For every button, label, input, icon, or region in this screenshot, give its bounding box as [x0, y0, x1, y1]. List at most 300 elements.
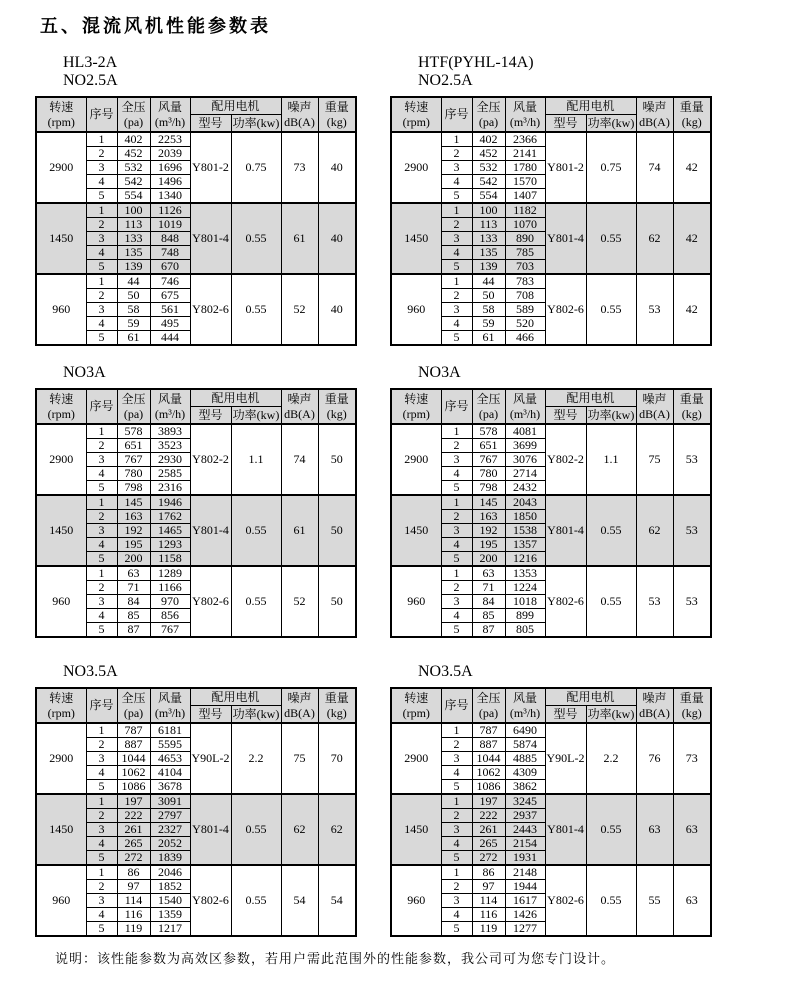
cell-motor-model: Y802-6: [190, 865, 231, 936]
cell-noise: 75: [636, 424, 673, 495]
cell-flow: 466: [505, 331, 545, 346]
cell-noise: 52: [281, 566, 318, 637]
cell-flow: 4309: [505, 766, 545, 780]
cell-pressure: 133: [117, 232, 150, 246]
cell-pressure: 554: [117, 189, 150, 204]
cell-serial: 3: [86, 595, 117, 609]
cell-noise: 62: [636, 495, 673, 566]
cell-pressure: 58: [472, 303, 505, 317]
cell-flow: 703: [505, 260, 545, 275]
cell-flow: 2930: [150, 453, 190, 467]
rpm-block-960: [36, 865, 356, 936]
cell-pressure: 578: [472, 424, 505, 439]
cell-pressure: 192: [117, 524, 150, 538]
cell-motor-model: Y801-4: [545, 794, 586, 865]
cell-serial: 2: [441, 218, 472, 232]
cell-serial: 4: [86, 837, 117, 851]
flow-label: 风量: [512, 690, 537, 705]
cell-power: 0.55: [231, 203, 281, 274]
cell-pressure: 114: [117, 894, 150, 908]
cell-flow: 1852: [150, 880, 190, 894]
cell-motor-model: Y802-6: [190, 566, 231, 637]
col-header-weight: [318, 97, 356, 132]
performance-table: [390, 388, 712, 638]
cell-power: 0.55: [586, 566, 636, 637]
cell-rpm: 1450: [391, 203, 441, 274]
cell-weight: 42: [673, 132, 711, 203]
col-header-weight: [673, 688, 711, 723]
cell-serial: 4: [86, 908, 117, 922]
cell-serial: 4: [86, 175, 117, 189]
cell-flow: 2443: [505, 823, 545, 837]
noise-unit: dB(A): [639, 406, 670, 421]
fan-table-section: [390, 54, 712, 346]
cell-pressure: 787: [117, 723, 150, 738]
cell-pressure: 265: [117, 837, 150, 851]
cell-serial: 3: [441, 595, 472, 609]
cell-serial: 5: [86, 260, 117, 275]
cell-serial: 1: [86, 132, 117, 147]
rpm-block-1450: [36, 203, 356, 274]
cell-flow: 1944: [505, 880, 545, 894]
cell-serial: 4: [86, 766, 117, 780]
cell-flow: 2253: [150, 132, 190, 147]
cell-flow: 1426: [505, 908, 545, 922]
rpm-block-1450: [391, 794, 711, 865]
cell-noise: 61: [281, 203, 318, 274]
cell-noise: 75: [281, 723, 318, 794]
speed-label: 转速: [49, 690, 74, 705]
noise-label: 噪声: [287, 690, 312, 705]
cell-serial: 2: [441, 880, 472, 894]
cell-flow: 1762: [150, 510, 190, 524]
cell-serial: 3: [441, 894, 472, 908]
cell-weight: 53: [673, 424, 711, 495]
cell-pressure: 114: [472, 894, 505, 908]
cell-pressure: 1062: [117, 766, 150, 780]
cell-pressure: 452: [117, 147, 150, 161]
cell-serial: 2: [86, 147, 117, 161]
table-row: [391, 723, 711, 738]
cell-pressure: 139: [117, 260, 150, 275]
cell-serial: 2: [86, 581, 117, 595]
cell-rpm: 2900: [391, 424, 441, 495]
col-header-motor-model: 型号: [190, 706, 231, 724]
cell-pressure: 163: [117, 510, 150, 524]
cell-weight: 40: [318, 274, 356, 345]
cell-serial: 1: [86, 723, 117, 738]
cell-motor-model: Y801-4: [545, 495, 586, 566]
cell-pressure: 44: [472, 274, 505, 289]
flow-unit: (m³/h): [509, 406, 541, 421]
table-row: [391, 274, 711, 289]
cell-serial: 3: [441, 161, 472, 175]
cell-pressure: 1044: [472, 752, 505, 766]
cell-weight: 50: [318, 566, 356, 637]
cell-flow: 2432: [505, 481, 545, 496]
col-header-weight: [673, 389, 711, 424]
speed-unit: (rpm): [402, 114, 430, 129]
cell-flow: 5595: [150, 738, 190, 752]
cell-pressure: 887: [117, 738, 150, 752]
cell-flow: 785: [505, 246, 545, 260]
cell-noise: 53: [636, 274, 673, 345]
col-header-noise: [281, 97, 318, 132]
col-header-weight: [673, 97, 711, 132]
cell-serial: 5: [441, 331, 472, 346]
cell-flow: 6490: [505, 723, 545, 738]
pressure-unit: (pa): [123, 406, 144, 421]
model-label: NO3.5A: [63, 663, 118, 680]
weight-unit: (kg): [326, 114, 347, 129]
cell-flow: 6181: [150, 723, 190, 738]
cell-flow: 2052: [150, 837, 190, 851]
cell-pressure: 651: [472, 439, 505, 453]
cell-flow: 1617: [505, 894, 545, 908]
cell-serial: 5: [86, 780, 117, 795]
col-header-speed: [36, 389, 86, 424]
col-header-flow: [505, 688, 545, 723]
cell-pressure: 578: [117, 424, 150, 439]
cell-serial: 2: [441, 510, 472, 524]
col-header-speed: [391, 688, 441, 723]
speed-unit: (rpm): [47, 114, 75, 129]
header-row-1: [391, 97, 711, 115]
cell-serial: 1: [86, 794, 117, 809]
cell-serial: 4: [86, 246, 117, 260]
cell-serial: 5: [441, 922, 472, 937]
cell-rpm: 2900: [36, 132, 86, 203]
cell-pressure: 85: [472, 609, 505, 623]
cell-serial: 1: [441, 274, 472, 289]
col-header-flow: [150, 389, 190, 424]
cell-flow: 1070: [505, 218, 545, 232]
speed-label: 转速: [49, 391, 74, 406]
footer-note: 说明：该性能参数为高效区参数，若用户需此范围外的性能参数，我公司可为您专门设计。: [55, 951, 616, 966]
cell-flow: 1931: [505, 851, 545, 866]
col-header-weight: [318, 688, 356, 723]
cell-flow: 495: [150, 317, 190, 331]
performance-table: [35, 96, 357, 346]
cell-serial: 5: [86, 851, 117, 866]
cell-power: 0.55: [231, 794, 281, 865]
cell-pressure: 887: [472, 738, 505, 752]
table-row: [36, 132, 356, 147]
cell-rpm: 960: [391, 865, 441, 936]
table-row: [391, 865, 711, 880]
col-header-serial: 序号: [441, 688, 472, 723]
cell-serial: 4: [441, 467, 472, 481]
pressure-unit: (pa): [478, 114, 499, 129]
model-label: NO3.5A: [418, 663, 473, 680]
table-row: [36, 566, 356, 581]
cell-power: 0.55: [231, 495, 281, 566]
table-row: [36, 723, 356, 738]
rpm-block-960: [391, 566, 711, 637]
cell-power: 0.55: [586, 203, 636, 274]
cell-pressure: 1086: [117, 780, 150, 795]
speed-unit: (rpm): [402, 705, 430, 720]
cell-flow: 5874: [505, 738, 545, 752]
cell-rpm: 1450: [36, 794, 86, 865]
pressure-unit: (pa): [123, 705, 144, 720]
cell-pressure: 44: [117, 274, 150, 289]
cell-pressure: 780: [117, 467, 150, 481]
cell-flow: 2141: [505, 147, 545, 161]
table-row: [36, 495, 356, 510]
cell-pressure: 145: [472, 495, 505, 510]
cell-pressure: 61: [117, 331, 150, 346]
cell-serial: 4: [86, 609, 117, 623]
cell-serial: 5: [441, 481, 472, 496]
table-row: [391, 566, 711, 581]
cell-pressure: 133: [472, 232, 505, 246]
cell-serial: 5: [441, 623, 472, 638]
weight-unit: (kg): [681, 406, 702, 421]
col-header-motor-group: 配用电机: [190, 389, 281, 407]
cell-pressure: 58: [117, 303, 150, 317]
cell-pressure: 1062: [472, 766, 505, 780]
cell-power: 0.55: [586, 865, 636, 936]
cell-motor-model: Y802-2: [190, 424, 231, 495]
cell-noise: 55: [636, 865, 673, 936]
cell-flow: 589: [505, 303, 545, 317]
table-row: [391, 424, 711, 439]
cell-flow: 1224: [505, 581, 545, 595]
cell-serial: 4: [441, 766, 472, 780]
cell-power: 1.1: [231, 424, 281, 495]
cell-flow: 899: [505, 609, 545, 623]
cell-flow: 2585: [150, 467, 190, 481]
cell-motor-model: Y801-2: [190, 132, 231, 203]
col-header-flow: [150, 97, 190, 132]
cell-power: 0.75: [231, 132, 281, 203]
cell-pressure: 84: [117, 595, 150, 609]
cell-noise: 52: [281, 274, 318, 345]
cell-flow: 2039: [150, 147, 190, 161]
cell-pressure: 84: [472, 595, 505, 609]
rpm-block-960: [36, 566, 356, 637]
cell-flow: 1407: [505, 189, 545, 204]
cell-serial: 1: [441, 794, 472, 809]
cell-serial: 3: [441, 232, 472, 246]
speed-label: 转速: [49, 99, 74, 114]
performance-table: [390, 96, 712, 346]
cell-pressure: 1044: [117, 752, 150, 766]
col-header-noise: [636, 688, 673, 723]
cell-pressure: 135: [117, 246, 150, 260]
cell-pressure: 542: [472, 175, 505, 189]
cell-serial: 4: [441, 538, 472, 552]
header-row-1: [36, 389, 356, 407]
cell-serial: 5: [441, 552, 472, 567]
performance-table: [35, 687, 357, 937]
cell-flow: 2043: [505, 495, 545, 510]
col-header-pressure: [472, 97, 505, 132]
cell-serial: 3: [86, 303, 117, 317]
cell-power: 0.75: [586, 132, 636, 203]
cell-pressure: 87: [117, 623, 150, 638]
speed-label: 转速: [404, 99, 429, 114]
col-header-serial: 序号: [86, 97, 117, 132]
flow-unit: (m³/h): [154, 114, 186, 129]
rpm-block-960: [391, 865, 711, 936]
cell-rpm: 960: [391, 274, 441, 345]
cell-flow: 3862: [505, 780, 545, 795]
cell-pressure: 200: [472, 552, 505, 567]
cell-flow: 890: [505, 232, 545, 246]
cell-serial: 4: [86, 467, 117, 481]
cell-serial: 1: [86, 203, 117, 218]
weight-label: 重量: [679, 99, 704, 114]
cell-pressure: 61: [472, 331, 505, 346]
cell-flow: 1293: [150, 538, 190, 552]
cell-pressure: 163: [472, 510, 505, 524]
cell-motor-model: Y802-6: [545, 566, 586, 637]
cell-motor-model: Y90L-2: [190, 723, 231, 794]
cell-pressure: 97: [472, 880, 505, 894]
cell-flow: 1289: [150, 566, 190, 581]
cell-flow: 1359: [150, 908, 190, 922]
cell-noise: 53: [636, 566, 673, 637]
cell-rpm: 2900: [36, 424, 86, 495]
col-header-motor-group: 配用电机: [545, 389, 636, 407]
speed-unit: (rpm): [47, 705, 75, 720]
cell-flow: 3091: [150, 794, 190, 809]
cell-pressure: 100: [472, 203, 505, 218]
cell-power: 2.2: [586, 723, 636, 794]
cell-noise: 73: [281, 132, 318, 203]
cell-serial: 3: [441, 823, 472, 837]
cell-serial: 5: [86, 623, 117, 638]
cell-serial: 4: [441, 908, 472, 922]
cell-motor-model: Y802-6: [545, 865, 586, 936]
noise-label: 噪声: [642, 690, 667, 705]
cell-flow: 3893: [150, 424, 190, 439]
col-header-pressure: [117, 389, 150, 424]
cell-pressure: 63: [117, 566, 150, 581]
pressure-label: 全压: [121, 391, 146, 406]
cell-serial: 1: [441, 495, 472, 510]
col-header-noise: [281, 688, 318, 723]
model-label: HTF(PYHL-14A): [418, 54, 534, 71]
cell-pressure: 71: [472, 581, 505, 595]
cell-flow: 856: [150, 609, 190, 623]
cell-flow: 2797: [150, 809, 190, 823]
cell-flow: 561: [150, 303, 190, 317]
cell-pressure: 798: [117, 481, 150, 496]
table-row: [391, 132, 711, 147]
rpm-block-960: [36, 274, 356, 345]
cell-pressure: 532: [117, 161, 150, 175]
cell-serial: 3: [86, 453, 117, 467]
cell-serial: 5: [86, 552, 117, 567]
cell-pressure: 197: [472, 794, 505, 809]
col-header-motor-power: 功率(kw): [586, 115, 636, 133]
cell-rpm: 1450: [391, 794, 441, 865]
fan-table-section: [390, 364, 712, 638]
cell-motor-model: Y801-4: [190, 203, 231, 274]
cell-flow: 1696: [150, 161, 190, 175]
cell-pressure: 767: [472, 453, 505, 467]
weight-unit: (kg): [326, 406, 347, 421]
col-header-motor-group: 配用电机: [190, 688, 281, 706]
cell-serial: 2: [86, 218, 117, 232]
speed-label: 转速: [404, 391, 429, 406]
cell-flow: 1166: [150, 581, 190, 595]
cell-pressure: 402: [472, 132, 505, 147]
cell-serial: 4: [86, 317, 117, 331]
table-row: [36, 794, 356, 809]
fan-table-section: [35, 364, 357, 638]
cell-serial: 4: [441, 246, 472, 260]
cell-serial: 2: [441, 147, 472, 161]
speed-unit: (rpm): [402, 406, 430, 421]
cell-weight: 42: [673, 203, 711, 274]
cell-pressure: 195: [472, 538, 505, 552]
col-header-motor-model: 型号: [545, 115, 586, 133]
noise-label: 噪声: [642, 391, 667, 406]
cell-flow: 1340: [150, 189, 190, 204]
col-header-motor-power: 功率(kw): [231, 706, 281, 724]
noise-label: 噪声: [287, 99, 312, 114]
cell-flow: 520: [505, 317, 545, 331]
cell-weight: 40: [318, 203, 356, 274]
cell-pressure: 50: [117, 289, 150, 303]
cell-pressure: 272: [472, 851, 505, 866]
pressure-label: 全压: [121, 690, 146, 705]
header-row-1: [391, 688, 711, 706]
cell-flow: 1780: [505, 161, 545, 175]
cell-serial: 1: [441, 865, 472, 880]
cell-serial: 3: [86, 894, 117, 908]
cell-pressure: 798: [472, 481, 505, 496]
cell-serial: 5: [441, 260, 472, 275]
pressure-label: 全压: [121, 99, 146, 114]
rpm-block-1450: [36, 495, 356, 566]
cell-pressure: 63: [472, 566, 505, 581]
cell-noise: 62: [281, 794, 318, 865]
model-label: NO2.5A: [418, 72, 473, 89]
weight-unit: (kg): [681, 705, 702, 720]
pressure-label: 全压: [476, 99, 501, 114]
cell-rpm: 1450: [36, 495, 86, 566]
table-row: [36, 203, 356, 218]
noise-label: 噪声: [287, 391, 312, 406]
cell-flow: 1946: [150, 495, 190, 510]
cell-flow: 1158: [150, 552, 190, 567]
cell-rpm: 960: [36, 566, 86, 637]
cell-pressure: 651: [117, 439, 150, 453]
cell-serial: 1: [441, 203, 472, 218]
cell-flow: 1540: [150, 894, 190, 908]
col-header-speed: [391, 97, 441, 132]
flow-unit: (m³/h): [154, 406, 186, 421]
cell-pressure: 139: [472, 260, 505, 275]
cell-pressure: 402: [117, 132, 150, 147]
cell-serial: 4: [441, 837, 472, 851]
cell-flow: 1018: [505, 595, 545, 609]
col-header-pressure: [472, 688, 505, 723]
col-header-noise: [636, 97, 673, 132]
weight-label: 重量: [324, 99, 349, 114]
cell-rpm: 960: [36, 274, 86, 345]
rpm-block-960: [391, 274, 711, 345]
cell-serial: 1: [441, 132, 472, 147]
cell-pressure: 192: [472, 524, 505, 538]
cell-flow: 708: [505, 289, 545, 303]
cell-pressure: 100: [117, 203, 150, 218]
